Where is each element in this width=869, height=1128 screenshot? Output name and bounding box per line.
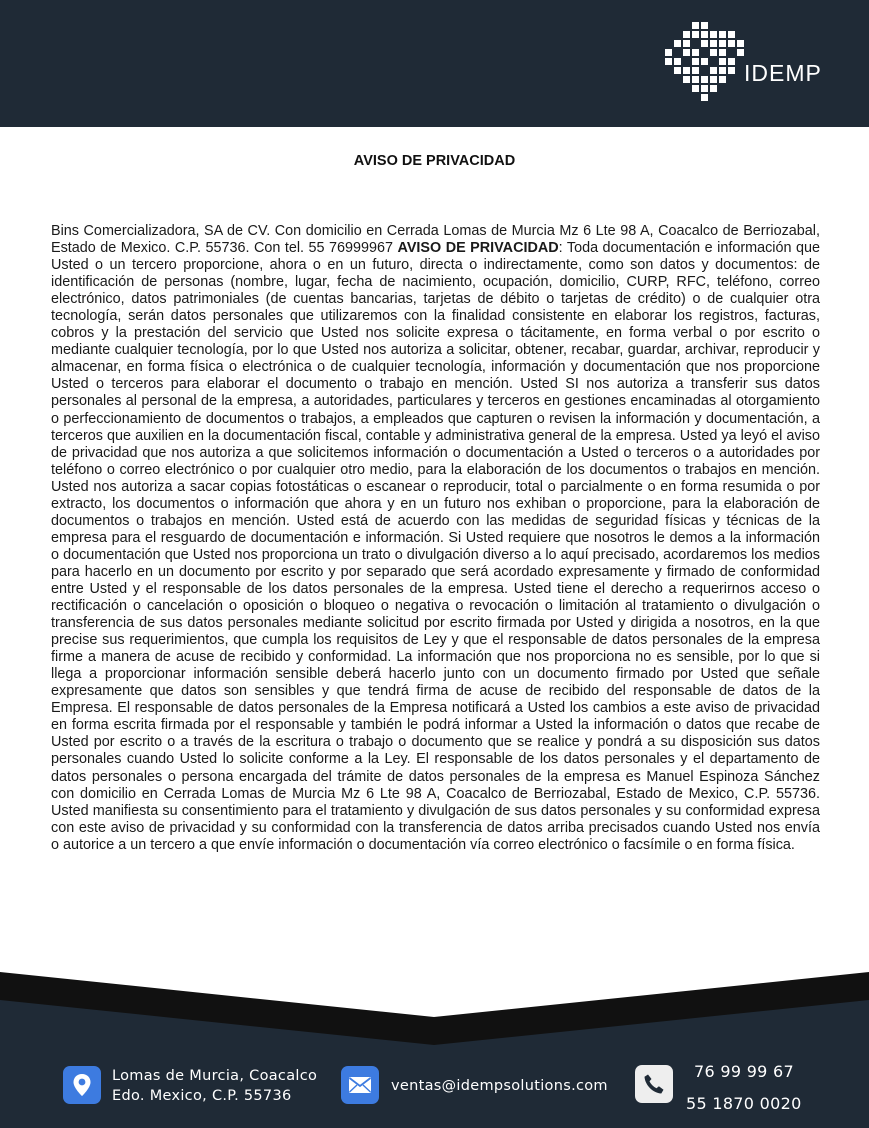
phone-icon (635, 1065, 673, 1103)
idemp-logo (664, 22, 824, 102)
phone-number-2[interactable]: 55 1870 0020 (686, 1094, 802, 1113)
body-bold-heading: AVISO DE PRIVACIDAD (397, 240, 559, 257)
phone-number-1[interactable]: 76 99 99 67 (694, 1062, 794, 1081)
location-pin-icon (63, 1066, 101, 1104)
envelope-icon (341, 1066, 379, 1104)
document-body (51, 223, 820, 854)
document-title: AVISO DE PRIVACIDAD (353, 153, 516, 169)
address-line-1: Lomas de Murcia, Coacalco (112, 1068, 318, 1084)
body-text-part: Bins Comercializadora, SA de CV. Con domicilio en Cerrada Lomas de Murcia Mz 6 Lte 98 A, Coacalco de Berriozabal, Estado de Mexico. C.P. 55736. Con tel. 55 76999967 (51, 223, 820, 257)
address-line-2: Edo. Mexico, C.P. 55736 (112, 1088, 292, 1104)
logo-pixel-grid-icon (664, 22, 748, 102)
page-header (0, 0, 869, 127)
logo-text: IDEMP (744, 60, 822, 86)
footer-phones (686, 1056, 802, 1120)
page-footer (0, 970, 869, 1128)
body-text-part: : Toda documentación e información que Usted o un tercero proporcione, ahora o en un futuro, directa o indirectamente, como son datos y documentos: de identificación de personas (nombre, lugar, fecha de nacimiento, ocupación, domicilio, CURP, RFC, teléfono, correo electrónico, datos patrimoniales (de cuentas bancarias, tarjetas de débito o tarjetas de crédito) o de cualquier otra tecnología, serán datos personales que utilizaremos con la finalidad consistente en elaborar los registros, facturas, cobros y la prestación del servicio que Usted nos solicite expresa o tácitamente, en forma verbal o por escrito o mediante cualquier tecnología, por lo que Usted nos autoriza a solicitar, obtener, recabar, guardar, archivar, reproducir y almacenar, en forma física o electrónica o de cualquier tecnología, información y documentación que nos proporcione Usted o terceros para elaborar el documento o trabajo en mención. Usted SI nos autoriza a transferir sus datos personales al personal de la empresa, a autoridades, particulares y terceros en gestiones encaminadas al otorgamiento o perfeccionamiento de documentos o trabajos, a empleados que capturen o revisen la información y documentación, a terceros que auxilien en la documentación fiscal, contable y administrativa general de la empresa. Usted ya leyó el aviso de privacidad que nos autoriza a que solicitemos información o documentación a Usted o terceros o a autoridades por teléfono o correo electrónico o por cualquier otro medio, para la elaboración de los documentos o trabajos en mención. Usted nos autoriza a sacar copias fotostáticas o escanear o reproducir, total o parcialmente o en forma resumida o por extracto, los documentos o información que ahora y en un futuro nos exhiban o proporcione, para la elaboración de documentos o trabajos en mención. Usted está de acuerdo con las medidas de seguridad físicas y técnicas de la empresa para el resguardo de documentación e información. Si Usted requiere que nosotros le demos a la información o documentación que Usted nos proporciona un trato o divulgación diverso a lo aquí precisado, acordaremos los medios para hacerlo en un documento por escrito y por separado que será acordado expresamente y firmado de conformidad entre Usted y el responsable de los datos personales de la empresa. Usted tiene el derecho a requerirnos acceso o rectificación o cancelación o oposición o bloqueo o negativa o revocación o limitación al tratamiento o divulgación o transferencia de sus datos personales mediante solicitud por escrito firmada por Usted y dirigida a nosotros, en la que precise sus requerimientos, que cumpla los requisitos de Ley y que el responsable de datos personales de la empresa firme a manera de acuse de recibido y conformidad. La información que nos proporciona no es sensible, por lo que si llega a proporcionar información sensible deberá hacerlo junto con un documento firmado por Usted que señale expresamente que datos son sensibles y que tendrá firma de acuse de recibido del responsable de datos de la Empresa. El responsable de datos personales de la Empresa notificará a Usted los cambios a este aviso de privacidad en forma escrita firmada por el responsable y también le podrá informar a Usted la información o datos que recabe de Usted por escrito o a través de la escritura o trabajo o documento que se realice y pondrá a su disposición sus datos personales cuando Usted lo solicite conforme a la Ley. El responsable de los datos personales y el departamento de datos personales o persona encargada del trámite de datos personales de la empresa es Manuel Espinoza Sánchez con domicilio en Cerrada Lomas de Murcia Mz 6 Lte 98 A, Coacalco de Berriozabal, Estado de Mexico, C.P. 55736. Usted manifiesta su consentimiento para el tratamiento y divulgación de sus datos personales y su conformidad expresa con este aviso de privacidad y su conformidad con la transferencia de datos arriba precisados cuando Usted nos envía o autorice a un tercero a que envíe información o documentación vía correo electrónico o facsímile o en forma física. (51, 240, 821, 853)
footer-address (112, 1066, 317, 1106)
footer-email[interactable]: ventas@idempsolutions.com (391, 1078, 608, 1094)
